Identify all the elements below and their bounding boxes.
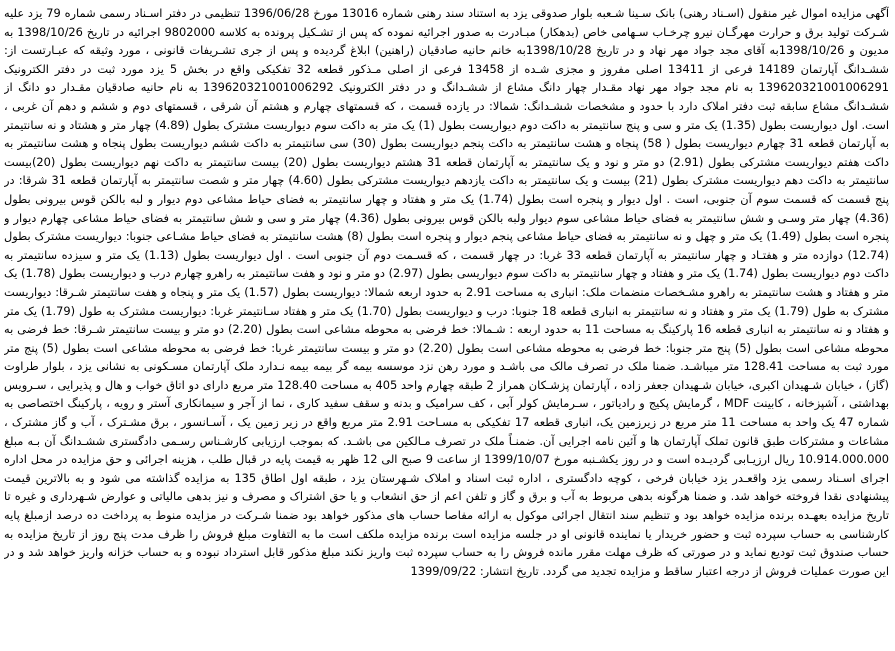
notice-body: آگهی مزایده اموال غیر منقول (اسـناد رهنی) بانک سـینا شـعبه بلوار صدوقی یزد به استناد سند رهنی شماره 13016 مورخ 1396/06/28 تنظیمی در دفتر اسـناد رسمی شماره 79 یزد علیه شـرکت تولید برق و حرارت مهرگـان نیرو چرخـاب سـهامی خاص (بدهکار) مبـادرت به صدور اجرائیه نموده که پس از تشـکیل پرونده به کلاسه 9802000 اجرائیه در تاریخ 1398/10/26 به مدیون و 1398/10/26به آقای مجد جواد مهر نهاد و در تاریخ 1398/10/28به خانم حانیه صادقیان (راهنین) ابلاغ گردیده و پس از جری تشـریفات قانونی ، مورد وثیقه که عبـارتست از: ششـدانگ آپارتمان 14189 فرعی از 13411 اصلی مفروز و مجزی شـده از 13458 فرعی از اصلی مـذکور قطعه 32 تفکیکی واقع در بخش 5 یزد مورد ثبت در دفتر الکترونیک 139620321001006291 به نام مجد جواد مهر نهاد مقـدار چهار دانگ مشاع از ششـدانگ و در دفتر الکترونیک 139620321001006292 به نام حانیه صادقیان مقـدار دو دانگ از ششـدانگ مشاع سابقه ثبت دفتر املاک دارد با حدود و مشخصات ششـدانگ: شمالا: در یازده قسمت ، که قسمتهای چهارم و هشتم آن شرقی ، قسمتهای دوم و ششم و دهم آن غربی ، است. اول دیواریست بطول (1.35) یک متر و سی و پنج سانتیمتر به داکت دوم دیواریست بطول (1) یک متر به داکت سوم دیواریست مشترک بطول (4.89) چهار متر و هشتاد و نه سانتیمتر به آپارتمان قطعه 31 چهارم دیواریست بطول ( 58) پنجاه و هشت سانتیمتر به داکت پنجم دیواریست بطول (30) سی سانتیمتر به داکت ششم دیواریست بطول پنجاه و هشت سانتیمتر به داکت هفتم دیواریست مشترکی بطول (2.91) دو متر و نود و یک سانتیمتر به آپارتمان قطعه 31 هشتم دیواریست بطول (20) بیست سانتیمتر به داکت نهم دیواریست بطول (20)بیست سانتیمتر به داکت دهم دیواریست مشترک بطول (21) بیست و یک سانتیمتر به داکت یازدهم دیواریست مشترکی بطول (4.60) چهار متر و شصت سانتیمتر به آپارتمان قطعه 31 شرقا: در پنج قسمت که قسمت سوم آن جنوبی، است . اول دیوار و پنجره است بطول (1.74) یک متر و هفتاد و چهار سانتیمتر به فضای حیاط مشاعی دوم دیوار و لبه بالکن قوس بیرونی بطول (4.36) چهار متر وسـی و شش سانتیمتر به فضای حیاط مشاعی سوم دیوار ولبه بالکن قوس بیرونی بطول (4.36) چهار متر و سی و شش سانتیمتر به فضای حیاط مشاعی چهارم دیوار و پنجره است بطول (1.49) یک متر و چهل و نه سانتیمتر به فضای حیاط مشاعی پنجم دیوار و پنجره است بطول (8) هشت سانتیمتر به فضای حیاط مشـاعی جنوبا: دیواریست مشترک بطول (12.74) دوازده متر و هفتـاد و چهار سانتیمتر به آپارتمان قطعه 33 غربا: در چهار قسمت ، که قسـمت دوم آن جنوبی است . اول دیواریست بطول (1.13) یک متر و سیزده سانتیمتر به داکت دوم دیواریست بطول (1.74) یک متر و هفتاد و چهار سانتیمتر به داکت سوم دیواریسی بطول (2.97) دو متر و نود و هفت سانتیمتر به راهرو چهارم درب و دیواریست بطول (1.78) یک متر و هفتاد و هشت سانتیمتر به راهرو مشـخصات منضمات ملک: انباری به مساحت 2.91 به حدود اربعه شمالا: دیواریست بطول (1.57) یک متر و پنجاه و هفت سانتیمتر شـرقا: دیواریست مشترک به طول (1.79) یک متر و هفتاد و نه سانتیمتر به انباری قطعه 18 جنوبا: درب و دیواریست بطول (1.70) یک متر و هفتاد سـانتیمتر غربا: دیواریست مشترک به طول (1.79) یک متر و هفتاد و نه سانتیمتر به انباری قطعه 16 پارکینگ به مساحت 11 به حدود اربعه : شـمالا: خط فرضی به محوطه مشاعی است بطول (2.20) دو متر و بیست سانتیمتر شـرقا: خط فرضی به محوطه مشاعی است بطول (5) پنج متر جنوبا: خط فرضی به محوطه مشاعی است بطول (2.20) دو متر و بیست سانتیمتر غربا: خط فرضی به محوطه مشاعی است بطول (5) پنج متر مورد ثبت به مساحت 128.41 متر میباشـد. ضمنا ملک در تصرف مالک می باشـد و مورد رهن نزد موسسه بیمه گر بیمه بیمه نـدارد ملک آپارتمان مسـکونی به نشانی یزد ، بلوار طراوت (گاز) ، خیابان شـهیدان اکبری، خیابان شـهیدان جعفر زاده ، آپارتمان پزشـکان همراز 2 طبقه چهارم واحد 405 به مساحت 128.40 متر مربع دارای دو اتاق خواب و هال و پذیرایی ، سـرویس بهداشتی ، آشپزخانه ، کابینت MDF ، گرمایش پکیج و رادیاتور ، سـرمایش کولر آبی ، کف سرامیک و بدنه و سقف سفید کاری ، نما از آجر و سیمانکاری آستر و رویه ، پارکینگ اختصاصی به شماره 47 یک واحد به مساحت 11 متر مربع در زیرزمین یک، انباری قطعه 17 تفکیکی به مسـاحت 2.91 متر مربع واقع در زیر زمین یک ، آسـانسور ، برق مشـترک ، آب و گاز مشترک ، مشاعات و مشترکات طبق قانون تملک آپارتمان ها و آئین نامه اجرایی آن. ضمنـاً ملک در تصرف مـالکین می باشـد. که بموجب ارزیابی کارشـناس رسـمی دادگستری ششـدانگ آن بـه مبلغ 10.914.000.000 ریال ارزیـابی گردیـده است و در روز یکشـنبه مورخ 1399/10/07 از ساعت 9 صبح الی 12 ظهر به قیمت پایه در قبال طلب ، هزینه اجرائی و حق مزایده در محل اداره اجرای اسـناد رسمی یزد واقعـدر یزد خیابان فرخی ، کوچه دادگستری ، اداره ثبت اسناد و املاک شـهرستان یزد ، طبقه اول اطاق 135 به مزایده گذاشته می شود و به بالاترین قیمت پیشنهادی نقدا فروخته خواهد شد. و ضمنا هرگونه بدهی مربوط به آب و برق و گاز و تلفن اعم از حق انشعاب و یا حق اشتراک و مصرف و نیز بدهی مالیاتی و عوارض شـهرداری و غیره تا تاریخ مزایده بعهـده برنده مزایده خواهد بود و تنظیم سند انتقال اجرائی موکول به ارائه مفاصا حساب های مذکور خواهد بود ضمنا شـرکت در مزایده منوط به پرداخت ده درصد ازمبلغ پایه کارشناسی به حساب سپرده ثبت و حضور خریدار یا نماینده قانونی او در جلسه مزایده است برنده مزایده ملکف است ما به التفاوت مبلغ فروش را ظرف مدت پنج روز از تاریخ مزایده به حساب صندوق ثبت تودیع نماید و در صورتی که ظرف مهلت مقرر مانده فروش را به حساب سپرده ثبت واریز نکند مبلغ مذکور قابل استرداد نبوده و به حساب خزانه واریز خواهد شد و در این صورت عملیات فروش از درجه اعتبار ساقط و مزایده تجدید می گردد.	[4, 6, 889, 578]
publication-date-label: تاریخ انتشار:	[479, 563, 539, 578]
publication-date-value: 1399/09/22	[410, 563, 477, 578]
auction-notice-text	[4, 4, 889, 647]
